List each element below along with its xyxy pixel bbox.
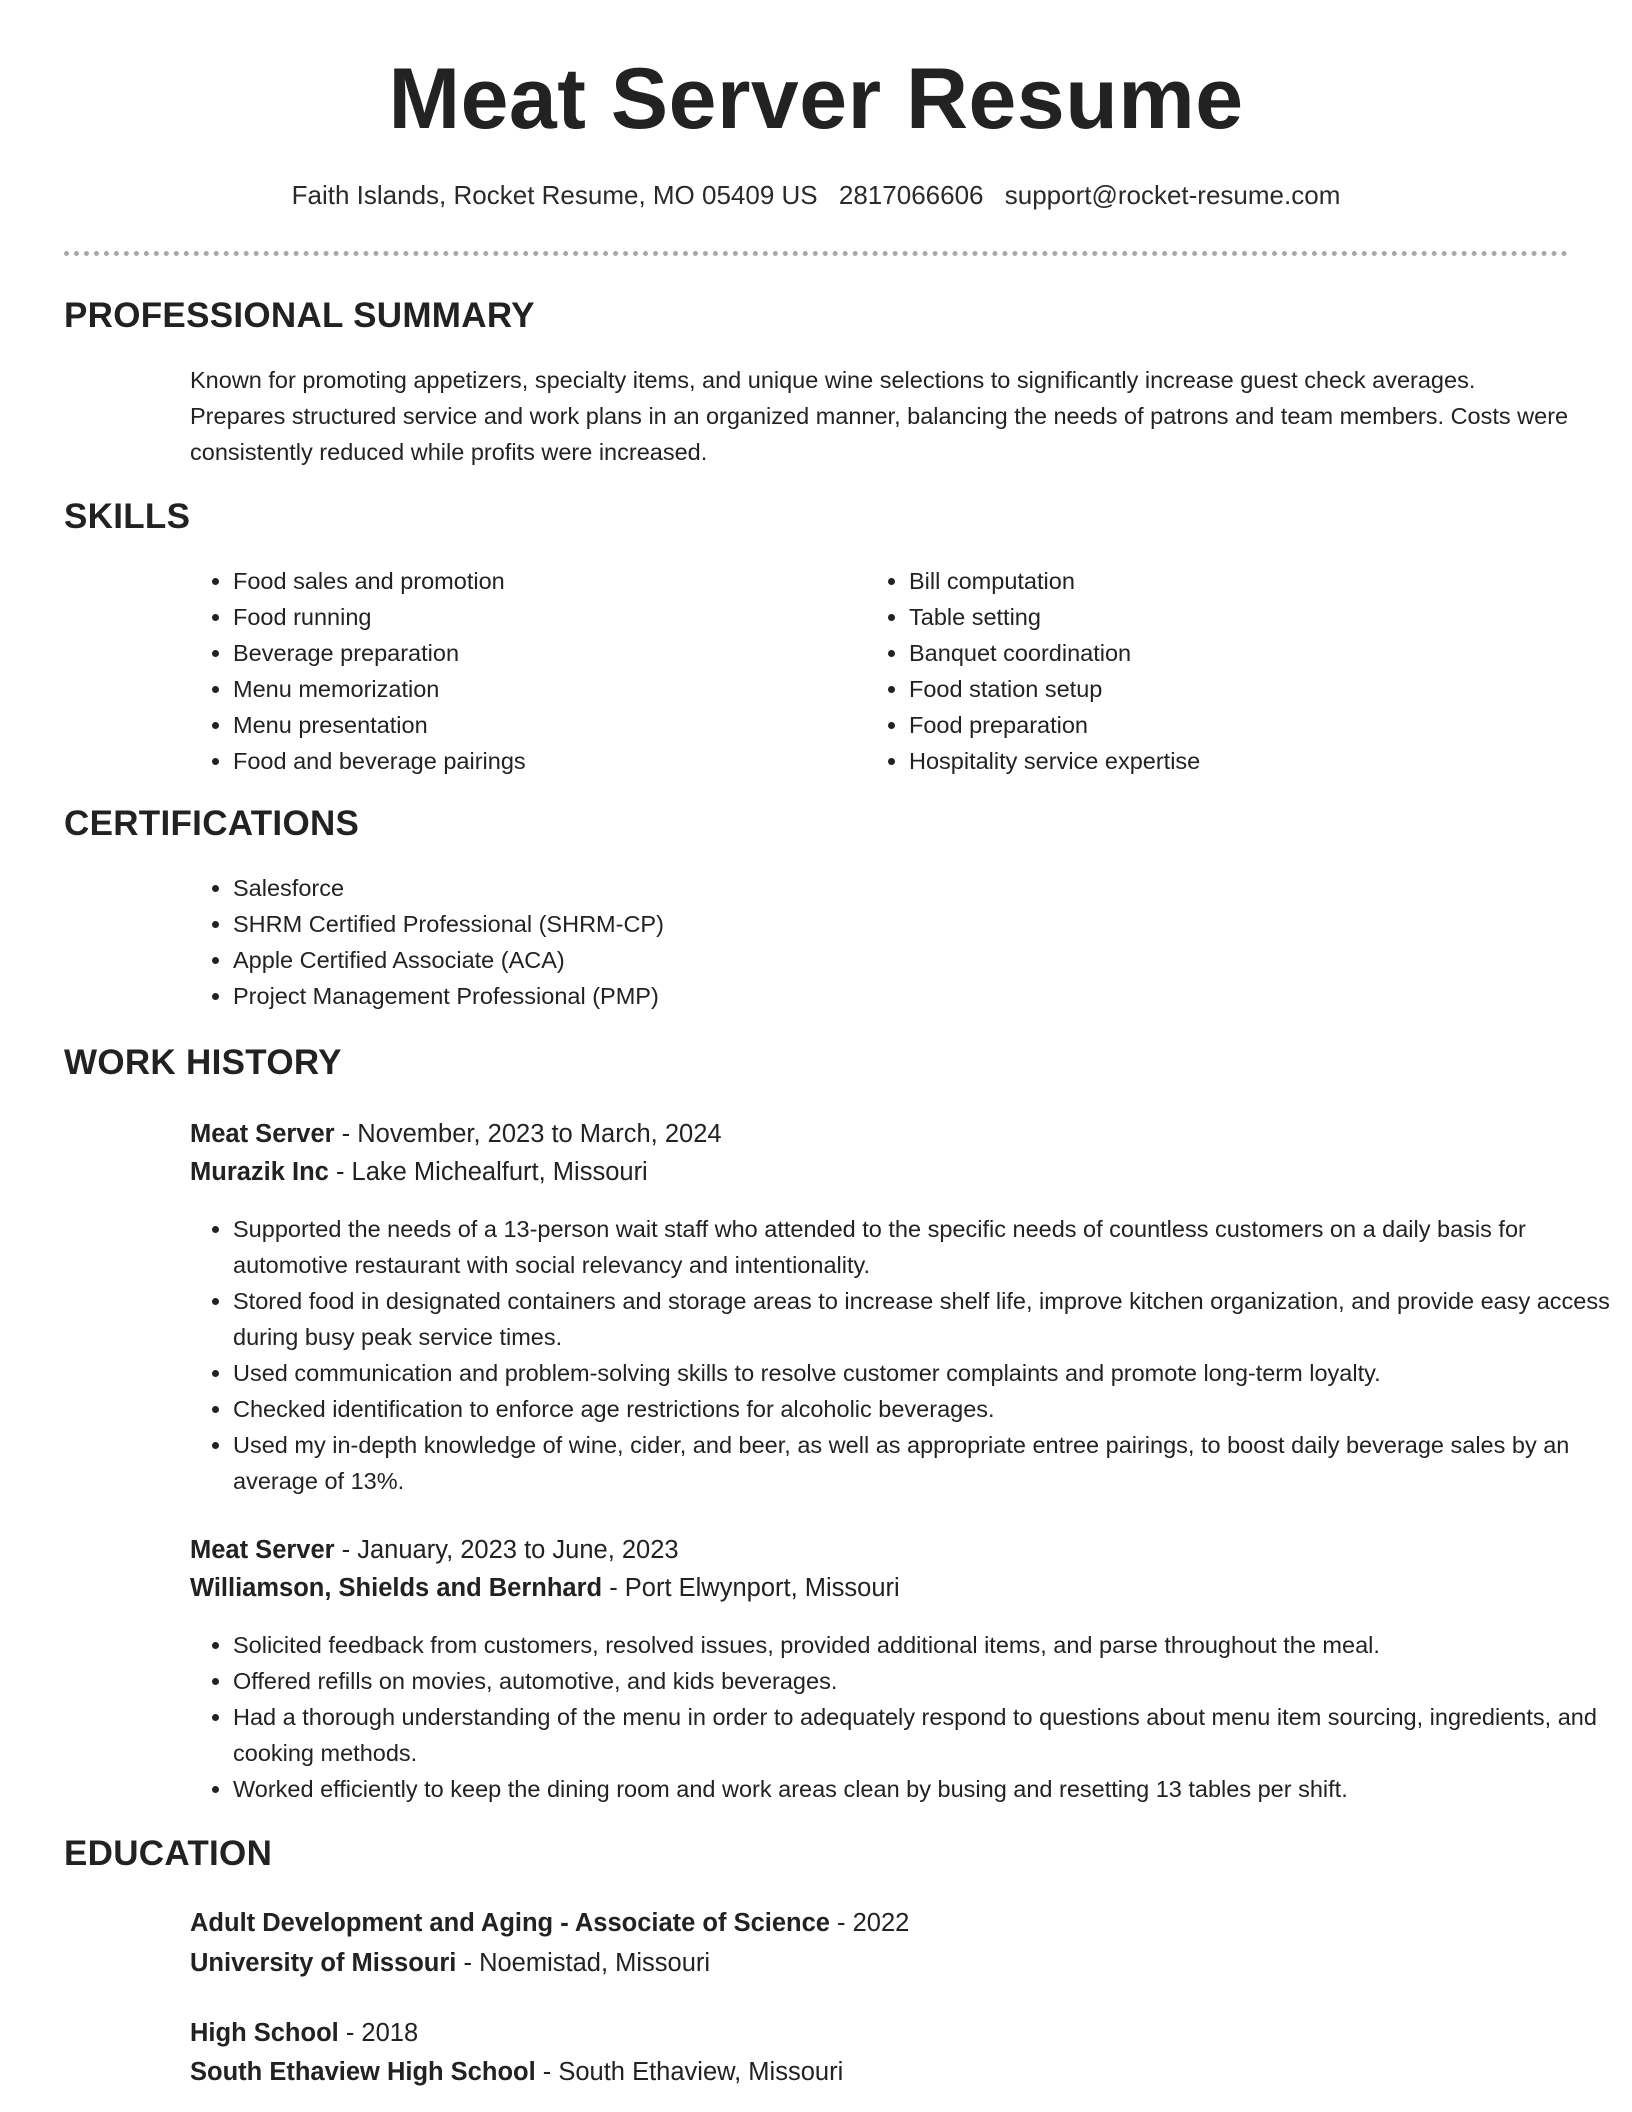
job-company: Murazik Inc	[190, 1158, 329, 1186]
work-history-heading: WORK HISTORY	[64, 1043, 342, 1082]
education-location: - Noemistad, Missouri	[456, 1949, 711, 1977]
education-heading: EDUCATION	[64, 1834, 273, 1873]
job-company-line	[190, 1153, 648, 1191]
job-bullet: • Stored food in designated containers and storage areas to increase shelf life, improve kitchen organization, and provide easy access during busy peak service times.	[233, 1283, 1613, 1355]
job-location: - Lake Michealfurt, Missouri	[328, 1158, 648, 1186]
education-school-line	[190, 2053, 843, 2091]
certification-item: • SHRM Certified Professional (SHRM-CP)	[233, 906, 1233, 942]
job-bullet: • Used communication and problem-solving skills to resolve customer complaints and promote long-term loyalty.	[233, 1355, 1613, 1391]
certification-item: • Apple Certified Associate (ACA)	[233, 942, 1233, 978]
job-dates: - January, 2023 to June, 2023	[334, 1536, 679, 1564]
certifications-list	[190, 870, 1233, 1014]
education-year: - 2018	[338, 2019, 419, 2047]
header-divider	[64, 251, 1568, 256]
skills-list-left	[190, 563, 833, 779]
contact-line	[0, 180, 1632, 211]
education-degree-line	[190, 2014, 418, 2052]
job-title-line	[190, 1531, 679, 1569]
summary-text: Known for promoting appetizers, specialty items, and unique wine selections to significantly increase guest check averages. Prepares structured service and work plans in an organized manner, balancing the needs of patrons and team members. Costs were consistently reduced while profits were increased.	[190, 367, 1569, 465]
job-bullet: • Checked identification to enforce age restrictions for alcoholic beverages.	[233, 1391, 1613, 1427]
education-degree: Adult Development and Aging - Associate of Science	[190, 1909, 830, 1937]
skill-item: • Food station setup	[909, 671, 1549, 707]
job-bullet: • Supported the needs of a 13-person wait staff who attended to the specific needs of countless customers on a daily basis for automotive restaurant with social relevancy and intentionality.	[233, 1211, 1613, 1283]
job-title-line	[190, 1115, 722, 1153]
summary-heading: PROFESSIONAL SUMMARY	[64, 296, 535, 335]
skill-item: • Food preparation	[909, 707, 1549, 743]
resume-title: Meat Server Resume	[388, 51, 1244, 147]
job-role: Meat Server	[190, 1120, 335, 1148]
certification-item: • Salesforce	[233, 870, 1233, 906]
job-company-line	[190, 1569, 900, 1607]
skill-item: • Banquet coordination	[909, 635, 1549, 671]
skill-item: • Food and beverage pairings	[233, 743, 833, 779]
education-school-line	[190, 1944, 710, 1982]
certification-item: • Project Management Professional (PMP)	[233, 978, 1233, 1014]
skills-heading: SKILLS	[64, 497, 191, 536]
job-bullet: • Worked efficiently to keep the dining room and work areas clean by busing and resetting 13 tables per shift.	[233, 1771, 1613, 1807]
skill-item: • Table setting	[909, 599, 1549, 635]
skill-item: • Bill computation	[909, 563, 1549, 599]
education-year: - 2022	[829, 1909, 910, 1937]
job-bullet: • Used my in-depth knowledge of wine, cider, and beer, as well as appropriate entree pairings, to boost daily beverage sales by an average of 13%.	[233, 1427, 1613, 1499]
education-school: University of Missouri	[190, 1949, 457, 1977]
job-company: Williamson, Shields and Bernhard	[190, 1574, 603, 1602]
contact-email: support@rocket-resume.com	[1004, 180, 1341, 210]
skill-item: • Hospitality service expertise	[909, 743, 1549, 779]
education-degree-line	[190, 1904, 909, 1942]
skill-item: • Beverage preparation	[233, 635, 833, 671]
job-location: - Port Elwynport, Missouri	[602, 1574, 900, 1602]
skill-item: • Menu presentation	[233, 707, 833, 743]
contact-phone: 2817066606	[838, 180, 984, 210]
job-bullets	[190, 1211, 1613, 1499]
job-bullets	[190, 1627, 1613, 1807]
job-dates: - November, 2023 to March, 2024	[334, 1120, 722, 1148]
education-school: South Ethaview High School	[190, 2058, 536, 2086]
job-bullet: • Solicited feedback from customers, resolved issues, provided additional items, and parse throughout the meal.	[233, 1627, 1613, 1663]
education-location: - South Ethaview, Missouri	[535, 2058, 844, 2086]
skill-item: • Food sales and promotion	[233, 563, 833, 599]
skill-item: • Food running	[233, 599, 833, 635]
skills-list-right	[866, 563, 1549, 779]
certifications-heading: CERTIFICATIONS	[64, 804, 360, 843]
education-degree: High School	[190, 2019, 339, 2047]
job-role: Meat Server	[190, 1536, 335, 1564]
skill-item: • Menu memorization	[233, 671, 833, 707]
job-bullet: • Had a thorough understanding of the menu in order to adequately respond to questions about menu item sourcing, ingredients, and cooking methods.	[233, 1699, 1613, 1771]
job-bullet: • Offered refills on movies, automotive, and kids beverages.	[233, 1663, 1613, 1699]
contact-address: Faith Islands, Rocket Resume, MO 05409 US	[291, 180, 818, 210]
